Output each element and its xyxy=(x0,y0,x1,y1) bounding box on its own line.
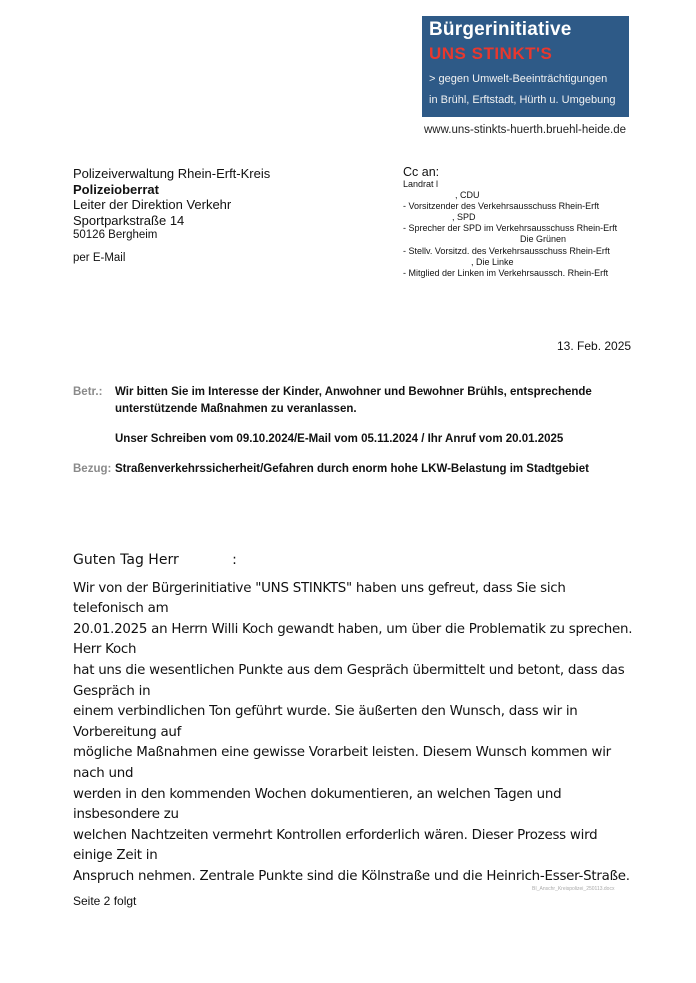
body-line: einem verbindlichen Ton geführt wurde. Sie äußerten den Wunsch, dass wir in Vorbereitung auf xyxy=(73,704,578,740)
letter-body xyxy=(73,550,633,888)
recipient-line-2: Polizeioberrat xyxy=(73,181,159,197)
body-line: Wir von der Bürgerinitiative "UNS STINKTS" haben uns gefreut, dass Sie sich telefonisch am xyxy=(73,580,566,617)
cc-list xyxy=(403,166,617,279)
body-line: 20.01.2025 an Herrn Willi Koch gewandt haben, um über die Problematik zu sprechen. Herr Koch xyxy=(73,621,633,658)
body-paragraph xyxy=(73,579,633,888)
delivery-method: per E-Mail xyxy=(73,252,126,264)
greeting: Guten Tag Herr : xyxy=(73,552,237,568)
recipient-line-4: Sportparkstraße 14 xyxy=(73,212,185,228)
recipient-address xyxy=(73,166,270,244)
website-url: www.uns-stinkts-huerth.bruehl-heide.de xyxy=(424,124,626,136)
logo-region: in Brühl, Erftstadt, Hürth u. Umgebung xyxy=(429,94,616,106)
cc-line: - Mitglied der Linken im Verkehrsaussch. Rhein-Erft xyxy=(403,267,609,278)
body-line: welchen Nachtzeiten vermehrt Kontrollen erforderlich wären. Dieser Prozess wird einige Zeit in xyxy=(73,827,598,864)
logo-tagline: > gegen Umwelt-Beeinträchtigungen xyxy=(429,73,608,85)
body-line: mögliche Maßnahmen eine gewisse Vorarbeit leisten. Diesem Wunsch kommen wir nach und xyxy=(73,745,611,781)
body-line: Anspruch nehmen. Zentrale Punkte sind die Kölnstraße und die Heinrich-Esser-Straße. xyxy=(73,868,630,884)
bezug-label: Bezug: xyxy=(73,463,112,475)
organization-logo xyxy=(422,16,629,117)
logo-name: UNS STINKT'S xyxy=(429,44,553,63)
letter-date: 13. Feb. 2025 xyxy=(557,339,632,353)
subject-line-1: Wir bitten Sie im Interesse der Kinder, Anwohner und Bewohner Brühls, entsprechende xyxy=(115,386,592,398)
cc-line: , CDU xyxy=(455,190,480,201)
cc-line: - Sprecher der SPD im Verkehrsausschuss Rhein-Erft xyxy=(403,223,618,234)
cc-line: Die Grünen xyxy=(520,234,567,245)
body-line: werden in den kommenden Wochen dokumentieren, an welchen Tagen und insbesondere zu xyxy=(73,786,562,823)
recipient-line-1: Polizeiverwaltung Rhein-Erft-Kreis xyxy=(73,166,271,181)
betr-label: Betr.: xyxy=(73,386,103,398)
body-line: hat uns die wesentlichen Punkte aus dem Gespräch übermittelt und betont, dass das Gespräch in xyxy=(73,662,625,699)
page-continuation: Seite 2 folgt xyxy=(73,894,137,908)
cc-line: Landrat l xyxy=(403,179,439,189)
recipient-line-5: 50126 Bergheim xyxy=(73,229,158,241)
bezug-text: Straßenverkehrssicherheit/Gefahren durch enorm hohe LKW-Belastung im Stadtgebiet xyxy=(115,463,589,475)
cc-line: , SPD xyxy=(452,212,476,223)
cc-line: - Stellv. Vorsitzd. des Verkehrsausschuss Rhein-Erft xyxy=(403,245,610,256)
reference-line: Unser Schreiben vom 09.10.2024/E-Mail vom 05.11.2024 / Ihr Anruf vom 20.01.2025 xyxy=(115,433,564,445)
subject-line-2: unterstützende Maßnahmen zu veranlassen. xyxy=(115,403,357,415)
cc-line: - Vorsitzender des Verkehrsausschuss Rhein-Erft xyxy=(403,201,600,212)
logo-title: Bürgerinitiative xyxy=(429,19,572,40)
cc-heading: Cc an: xyxy=(403,165,440,179)
recipient-line-3: Leiter der Direktion Verkehr xyxy=(73,197,232,212)
file-name: BI_Anschr_Kreispolizei_250113.docx xyxy=(532,886,615,892)
cc-line: , Die Linke xyxy=(471,256,514,267)
